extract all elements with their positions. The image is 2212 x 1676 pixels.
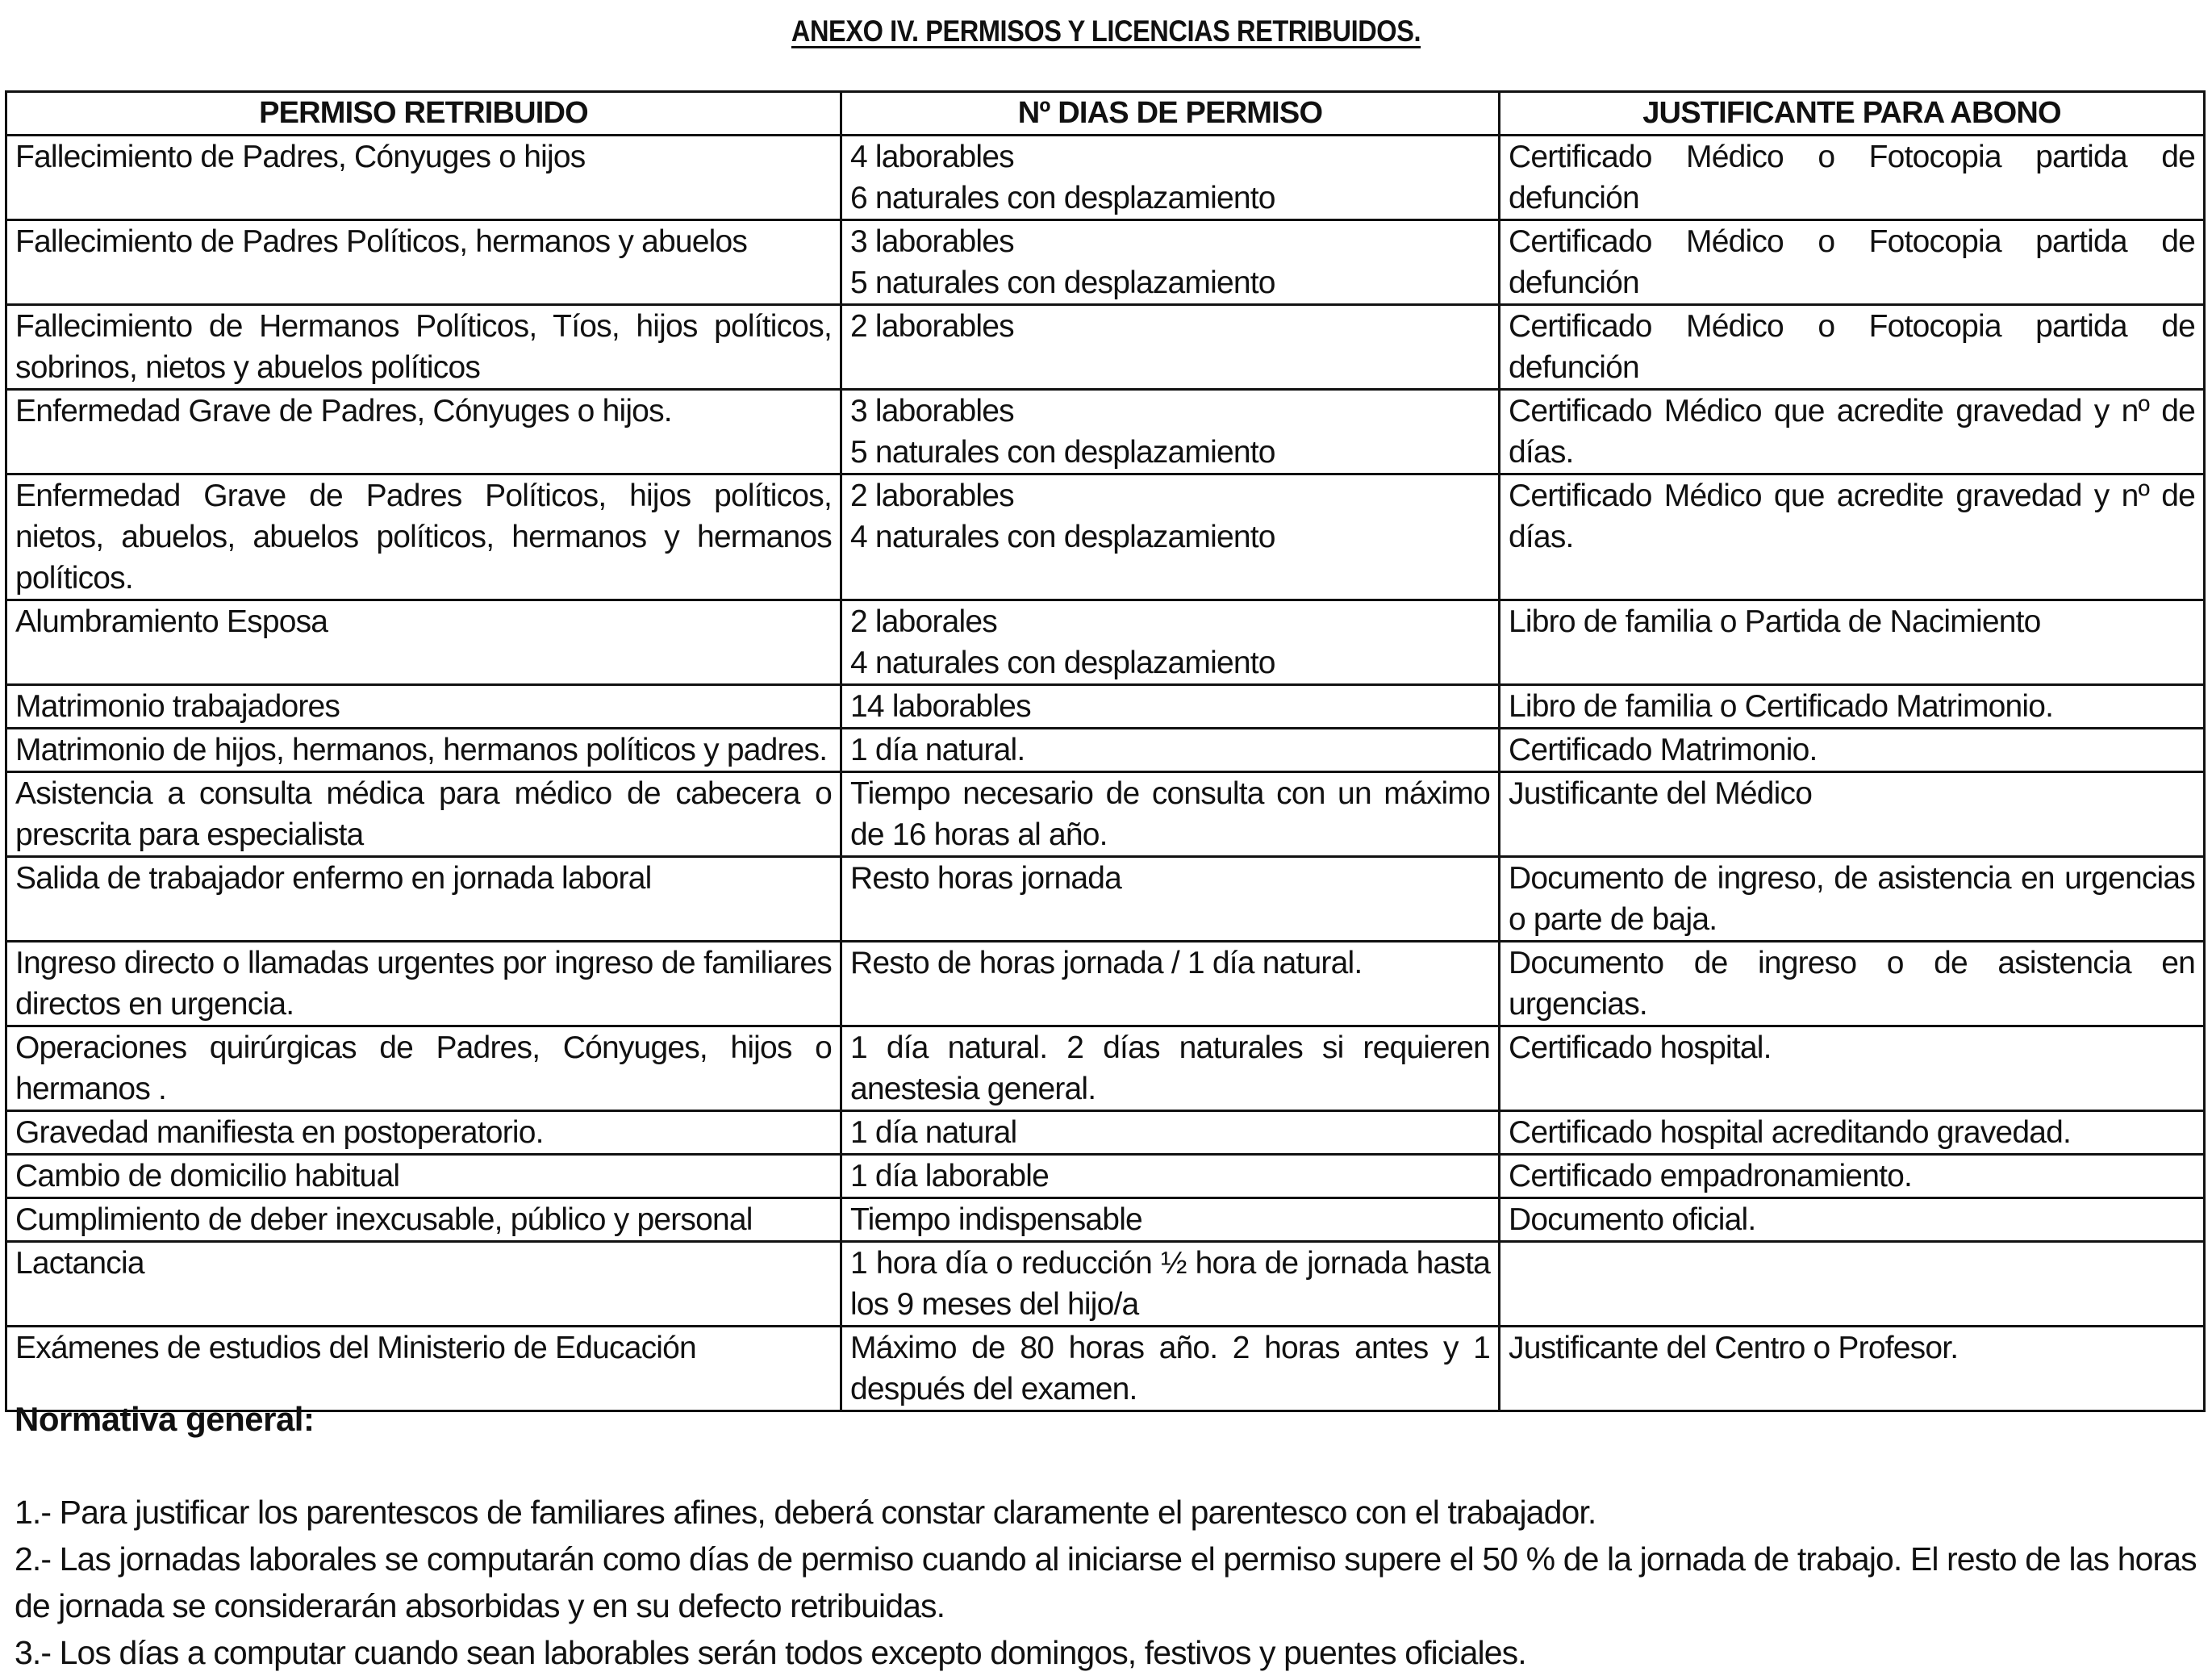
document-title: ANEXO IV. PERMISOS Y LICENCIAS RETRIBUIDOS. bbox=[791, 15, 1421, 48]
dias-cell bbox=[841, 220, 1500, 305]
table-row bbox=[6, 772, 2205, 857]
column-header-dias: Nº DIAS DE PERMISO bbox=[841, 92, 1500, 136]
dias-cell: Resto horas jornada bbox=[841, 857, 1500, 942]
permiso-cell: Cumplimiento de deber inexcusable, público y personal bbox=[6, 1198, 841, 1242]
dias-cell bbox=[841, 390, 1500, 474]
permiso-cell: Operaciones quirúrgicas de Padres, Cónyuges, hijos o hermanos . bbox=[6, 1026, 841, 1111]
table-row bbox=[6, 1242, 2205, 1327]
justificante-cell: Documento de ingreso, de asistencia en urgencias o parte de baja. bbox=[1500, 857, 2205, 942]
table-row bbox=[6, 1026, 2205, 1111]
justificante-cell: Certificado empadronamiento. bbox=[1500, 1155, 2205, 1198]
justificante-cell: Certificado hospital. bbox=[1500, 1026, 2205, 1111]
table-row bbox=[6, 600, 2205, 685]
permiso-cell: Enfermedad Grave de Padres, Cónyuges o hijos. bbox=[6, 390, 841, 474]
permiso-cell: Matrimonio de hijos, hermanos, hermanos políticos y padres. bbox=[6, 729, 841, 772]
dias-line: 3 laborables bbox=[850, 394, 1014, 428]
permiso-cell: Alumbramiento Esposa bbox=[6, 600, 841, 685]
dias-line: 2 laborables bbox=[850, 479, 1014, 513]
dias-line: 6 naturales con desplazamiento bbox=[850, 181, 1275, 215]
permiso-cell: Fallecimiento de Padres Políticos, hermanos y abuelos bbox=[6, 220, 841, 305]
permiso-cell: Exámenes de estudios del Ministerio de Educación bbox=[6, 1327, 841, 1411]
justificante-cell: Documento oficial. bbox=[1500, 1198, 2205, 1242]
dias-cell: 1 día natural. 2 días naturales si requieren anestesia general. bbox=[841, 1026, 1500, 1111]
table-row bbox=[6, 1327, 2205, 1411]
dias-line: 5 naturales con desplazamiento bbox=[850, 265, 1275, 300]
normativa-item: 3.- Los días a computar cuando sean laborables serán todos excepto domingos, festivos y puentes oficiales. bbox=[15, 1634, 1526, 1671]
dias-line: 3 laborables bbox=[850, 224, 1014, 259]
permiso-cell: Ingreso directo o llamadas urgentes por ingreso de familiares directos en urgencia. bbox=[6, 942, 841, 1026]
justificante-cell: Certificado Médico que acredite gravedad y nº de días. bbox=[1500, 474, 2205, 600]
dias-cell bbox=[841, 600, 1500, 685]
table-row bbox=[6, 729, 2205, 772]
justificante-cell: Certificado Médico o Fotocopia partida de defunción bbox=[1500, 305, 2205, 390]
dias-line: 2 laborales bbox=[850, 604, 997, 639]
dias-cell bbox=[841, 685, 1500, 729]
table-header-row bbox=[6, 92, 2205, 136]
dias-cell bbox=[841, 136, 1500, 220]
permiso-cell: Matrimonio trabajadores bbox=[6, 685, 841, 729]
dias-cell: Máximo de 80 horas año. 2 horas antes y 1 después del examen. bbox=[841, 1327, 1500, 1411]
dias-line: 4 naturales con desplazamiento bbox=[850, 520, 1275, 554]
column-header-permiso: PERMISO RETRIBUIDO bbox=[6, 92, 841, 136]
table-row bbox=[6, 1111, 2205, 1155]
table-body bbox=[6, 136, 2205, 1411]
table-row bbox=[6, 857, 2205, 942]
table-row bbox=[6, 685, 2205, 729]
justificante-cell: Certificado Médico que acredite gravedad y nº de días. bbox=[1500, 390, 2205, 474]
justificante-cell bbox=[1500, 1242, 2205, 1327]
dias-line: 14 laborables bbox=[850, 689, 1031, 724]
justificante-cell: Documento de ingreso o de asistencia en urgencias. bbox=[1500, 942, 2205, 1026]
dias-cell: 1 hora día o reducción ½ hora de jornada hasta los 9 meses del hijo/a bbox=[841, 1242, 1500, 1327]
dias-cell: Tiempo indispensable bbox=[841, 1198, 1500, 1242]
dias-line: 4 naturales con desplazamiento bbox=[850, 646, 1275, 680]
justificante-cell: Justificante del Centro o Profesor. bbox=[1500, 1327, 2205, 1411]
dias-line: 2 laborables bbox=[850, 309, 1014, 344]
dias-cell: Tiempo necesario de consulta con un máximo de 16 horas al año. bbox=[841, 772, 1500, 857]
justificante-cell: Libro de familia o Certificado Matrimonio. bbox=[1500, 685, 2205, 729]
permiso-cell: Salida de trabajador enfermo en jornada laboral bbox=[6, 857, 841, 942]
permiso-cell: Gravedad manifiesta en postoperatorio. bbox=[6, 1111, 841, 1155]
table-row bbox=[6, 390, 2205, 474]
permiso-cell: Lactancia bbox=[6, 1242, 841, 1327]
table-row bbox=[6, 136, 2205, 220]
dias-cell bbox=[841, 729, 1500, 772]
table-row bbox=[6, 474, 2205, 600]
justificante-cell: Certificado hospital acreditando gravedad. bbox=[1500, 1111, 2205, 1155]
normativa-item: 1.- Para justificar los parentescos de familiares afines, deberá constar claramente el parentesco con el trabajador. bbox=[15, 1494, 1596, 1531]
permiso-cell: Asistencia a consulta médica para médico de cabecera o prescrita para especialista bbox=[6, 772, 841, 857]
dias-line: 1 día natural. bbox=[850, 733, 1025, 767]
permiso-cell: Fallecimiento de Padres, Cónyuges o hijos bbox=[6, 136, 841, 220]
dias-cell bbox=[841, 474, 1500, 600]
dias-cell bbox=[841, 305, 1500, 390]
justificante-cell: Certificado Médico o Fotocopia partida de defunción bbox=[1500, 220, 2205, 305]
table-row bbox=[6, 1198, 2205, 1242]
dias-line: 4 laborables bbox=[850, 140, 1014, 174]
justificante-cell: Justificante del Médico bbox=[1500, 772, 2205, 857]
table-row bbox=[6, 305, 2205, 390]
column-header-justificante: JUSTIFICANTE PARA ABONO bbox=[1500, 92, 2205, 136]
normativa-item: 2.- Las jornadas laborales se computarán como días de permiso cuando al iniciarse el permiso supere el 50 % de la jornada de trabajo. El resto de las horas de jornada se considerarán absorbidas y en su defecto retribuidas. bbox=[15, 1540, 2197, 1624]
permiso-cell: Cambio de domicilio habitual bbox=[6, 1155, 841, 1198]
permiso-cell: Enfermedad Grave de Padres Políticos, hijos políticos, nietos, abuelos, abuelos políticos, hermanos y hermanos políticos. bbox=[6, 474, 841, 600]
table-row bbox=[6, 220, 2205, 305]
normativa-heading: Normativa general: bbox=[15, 1400, 315, 1438]
table-row bbox=[6, 1155, 2205, 1198]
justificante-cell: Libro de familia o Partida de Nacimiento bbox=[1500, 600, 2205, 685]
normativa-list bbox=[15, 1489, 2202, 1676]
dias-cell: Resto de horas jornada / 1 día natural. bbox=[841, 942, 1500, 1026]
permits-table bbox=[5, 90, 2206, 1412]
dias-cell: 1 día natural bbox=[841, 1111, 1500, 1155]
justificante-cell: Certificado Médico o Fotocopia partida de defunción bbox=[1500, 136, 2205, 220]
table-row bbox=[6, 942, 2205, 1026]
dias-line: 5 naturales con desplazamiento bbox=[850, 435, 1275, 470]
justificante-cell: Certificado Matrimonio. bbox=[1500, 729, 2205, 772]
dias-cell: 1 día laborable bbox=[841, 1155, 1500, 1198]
permiso-cell: Fallecimiento de Hermanos Políticos, Tíos, hijos políticos, sobrinos, nietos y abuelos políticos bbox=[6, 305, 841, 390]
